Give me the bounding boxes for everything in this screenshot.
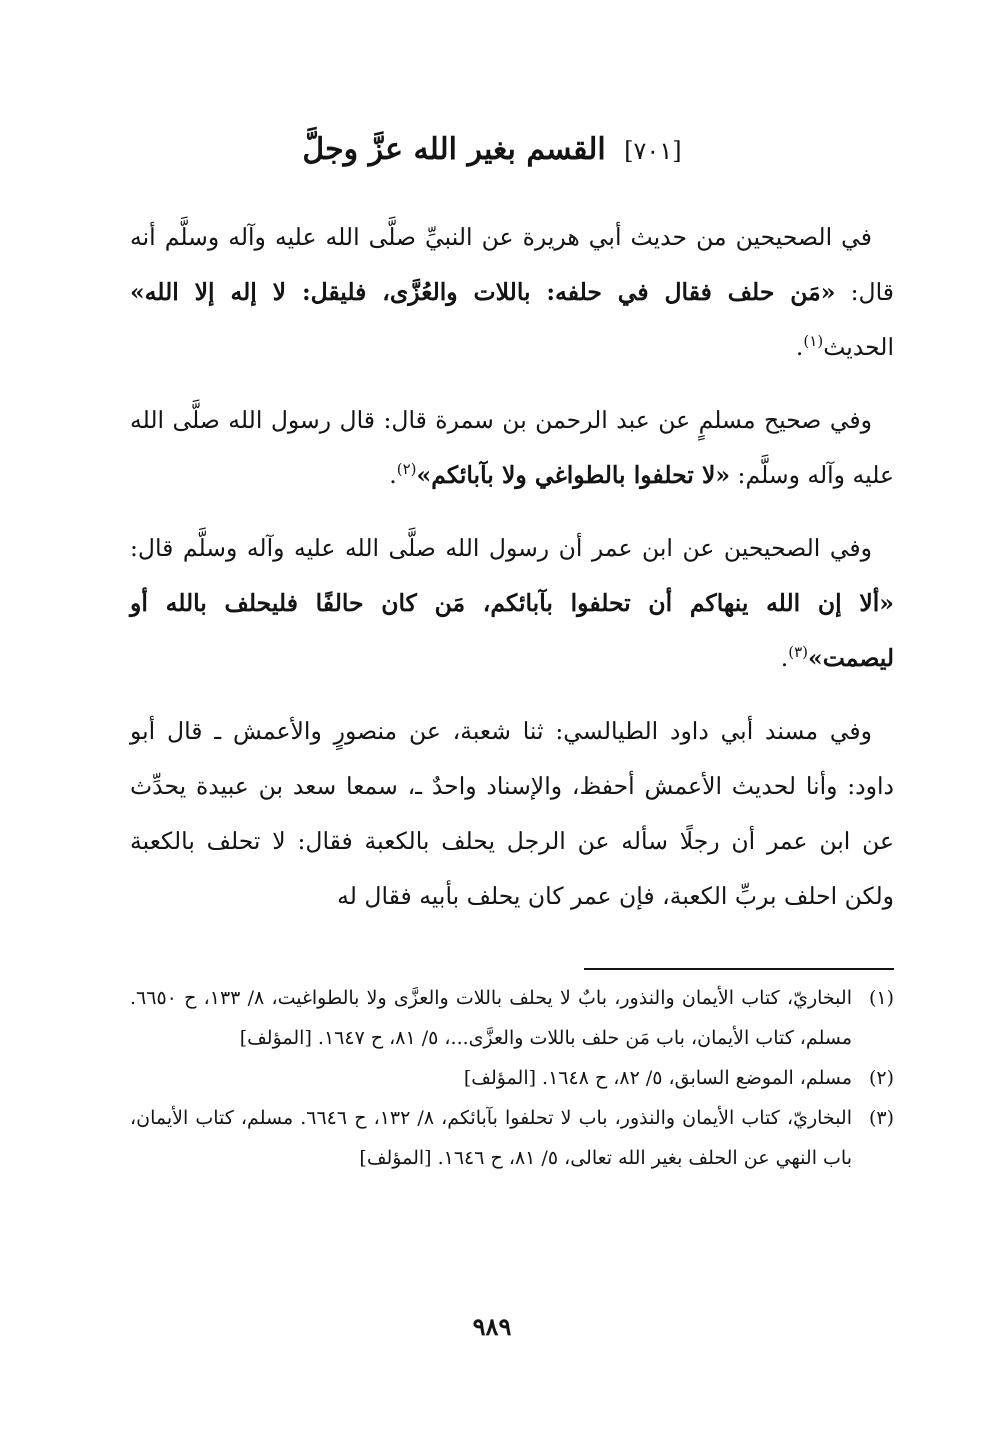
paragraph-4	[130, 704, 894, 924]
paragraph-4-text: وفي مسند أبي داود الطيالسي: ثنا شعبة، عن منصورٍ والأعمش ـ قال أبو داود: وأنا لحديث الأعمش أحفظ، والإسناد واحدٌ ـ، سمعا سعد بن عبيدة يحدِّث عن ابن عمر أن رجلًا سأله عن الرجل يحلف بالكعبة فقال: لا تحلف بالكعبة ولكن احلف بربِّ الكعبة، فإن عمر كان يحلف بأبيه فقال له	[130, 717, 894, 910]
footnote-number: (٢)	[868, 1067, 894, 1089]
paragraph-1-end: .	[795, 333, 804, 361]
paragraph-2-intro: وفي صحيح مسلمٍ عن عبد الرحمن بن سمرة قال: قال رسول الله صلَّى الله عليه وآله وسلَّم:	[130, 406, 894, 489]
footnote-text: مسلم، الموضع السابق، ٥/ ٨٢، ح ١٦٤٨. [المؤلف]	[463, 1067, 852, 1089]
section-title: القسم بغير الله عزَّ وجلَّ	[302, 132, 606, 167]
section-number: [٧٠١]	[624, 137, 682, 165]
footnotes	[130, 978, 894, 1178]
paragraph-1	[130, 210, 894, 375]
paragraph-3-quote: «ألا إن الله ينهاكم أن تحلفوا بآبائكم، مَن كان حالفًا فليحلف بالله أو ليصمت»	[130, 589, 894, 672]
paragraph-2-end: .	[389, 461, 397, 489]
paragraph-2	[130, 393, 894, 503]
footnote-ref-1: (١)	[803, 332, 824, 351]
footnote-number: (٣)	[868, 1107, 894, 1129]
page-number: ٩٨٩	[472, 1312, 512, 1341]
paragraph-3	[130, 521, 894, 686]
footnote-ref-3: (٣)	[788, 643, 809, 662]
paragraph-3-intro: وفي الصحيحين عن ابن عمر أن رسول الله صلَّى الله عليه وآله وسلَّم قال:	[130, 534, 872, 562]
footnote-ref-2: (٢)	[396, 460, 417, 479]
footnote-1	[130, 978, 894, 1058]
body-text	[130, 210, 894, 942]
footnote-number: (١)	[868, 987, 894, 1009]
footnote-text: البخاريّ، كتاب الأيمان والنذور، باب لا تحلفوا بآبائكم، ٨/ ١٣٢، ح ٦٦٤٦. مسلم، كتاب الأيمان، باب النهي عن الحلف بغير الله تعالى، ٥/ ٨١، ح ١٦٤٦. [المؤلف]	[130, 1107, 852, 1169]
section-heading	[0, 126, 984, 175]
footnote-2	[130, 1058, 894, 1098]
paragraph-2-quote: «لا تحلفوا بالطواغي ولا بآبائكم»	[416, 461, 731, 489]
footnote-3	[130, 1098, 894, 1178]
paragraph-1-quote: «مَن حلف فقال في حلفه: باللات والعُزَّى، فليقل: لا إله إلا الله»	[130, 278, 836, 306]
footnote-text: البخاريّ، كتاب الأيمان والنذور، بابٌ لا يحلف باللات والعزَّى ولا بالطواغيت، ٨/ ١٣٣، ح ٦٦٥٠. مسلم، كتاب الأيمان، باب مَن حلف باللات والعزَّى...، ٥/ ٨١، ح ١٦٤٧. [المؤلف]	[130, 987, 852, 1049]
paragraph-1-intro: في الصحيحين من حديث أبي هريرة عن النبيِّ صلَّى الله عليه وآله وسلَّم أنه قال:	[130, 223, 895, 306]
paragraph-1-tail: الحديث	[823, 333, 894, 361]
paragraph-3-end: .	[780, 644, 789, 672]
footnote-separator	[584, 968, 894, 970]
